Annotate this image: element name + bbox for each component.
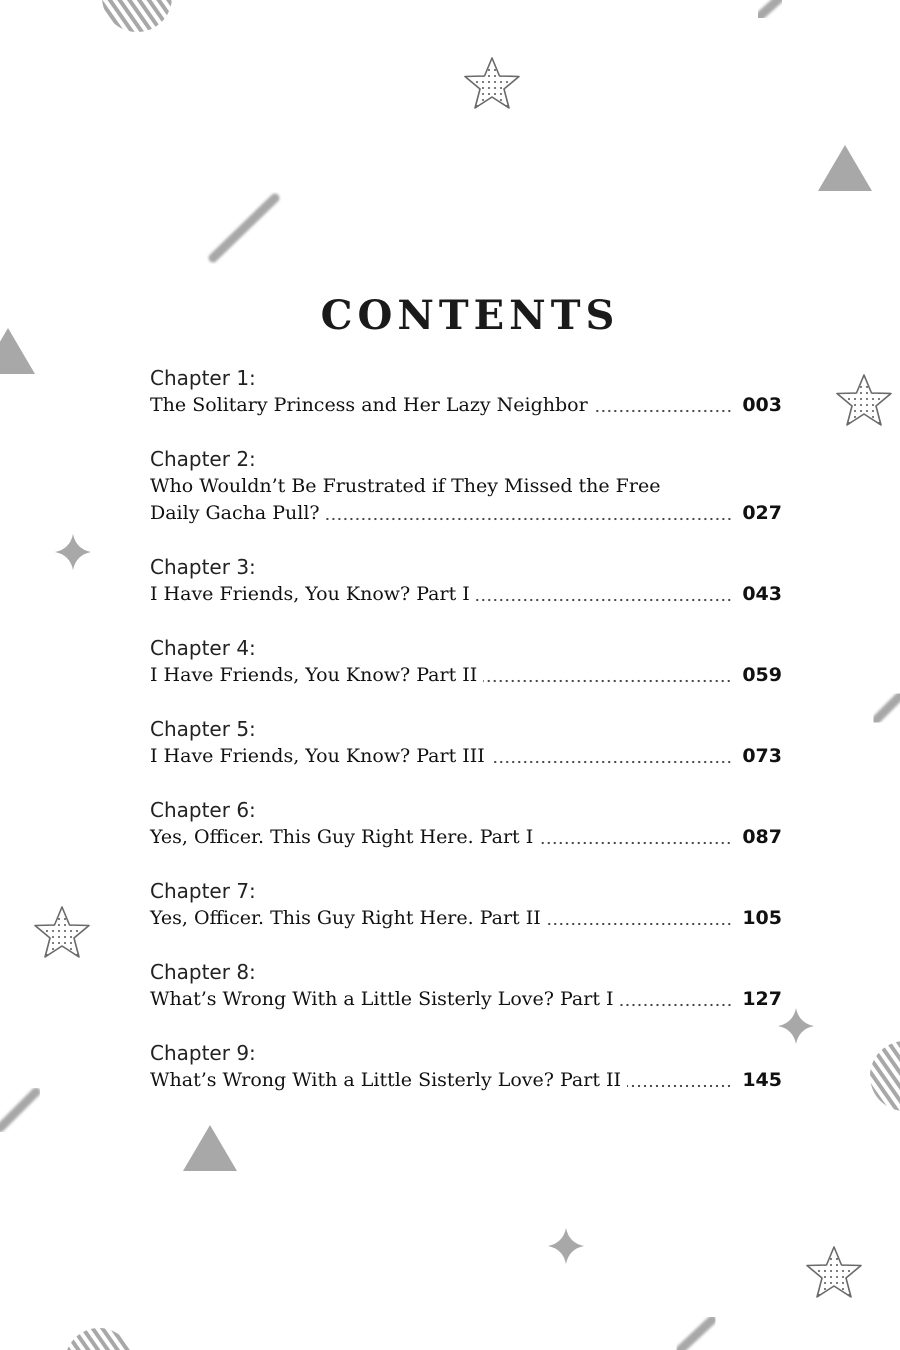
table-of-contents bbox=[150, 364, 782, 1120]
chapter-title-row bbox=[150, 581, 782, 608]
slash-stroke-icon bbox=[876, 696, 900, 720]
page-number: 073 bbox=[742, 745, 782, 767]
triangle-icon bbox=[183, 1125, 237, 1171]
chapter-label: Chapter 5: bbox=[150, 717, 256, 741]
toc-entry bbox=[150, 364, 782, 445]
chapter-title-row bbox=[150, 905, 782, 932]
toc-entry bbox=[150, 877, 782, 958]
dot-leader bbox=[491, 759, 732, 765]
toc-entry bbox=[150, 1039, 782, 1120]
slash-stroke-icon bbox=[760, 0, 780, 16]
dot-leader bbox=[326, 516, 732, 522]
dotted-star-icon bbox=[465, 58, 519, 108]
toc-entry bbox=[150, 715, 782, 796]
chapter-title-row bbox=[150, 743, 782, 770]
striped-circle-icon bbox=[870, 1041, 900, 1111]
sparkle-icon bbox=[548, 1228, 584, 1264]
chapter-title-row bbox=[150, 824, 782, 851]
dot-leader bbox=[539, 840, 732, 846]
slash-stroke-icon bbox=[213, 198, 275, 258]
sparkle-icon bbox=[778, 1008, 814, 1044]
chapter-label: Chapter 4: bbox=[150, 636, 256, 660]
dot-leader bbox=[483, 678, 732, 684]
chapter-title-line: Who Wouldn’t Be Frustrated if They Missed the Free bbox=[150, 475, 661, 497]
chapter-label: Chapter 1: bbox=[150, 366, 256, 390]
page-number: 059 bbox=[742, 664, 782, 686]
dotted-star-icon bbox=[837, 375, 891, 425]
chapter-title-row bbox=[150, 1067, 782, 1094]
page-number: 003 bbox=[742, 394, 782, 416]
striped-circle-icon bbox=[102, 0, 172, 32]
dotted-star-icon bbox=[35, 907, 89, 957]
chapter-title: I Have Friends, You Know? Part III bbox=[150, 745, 485, 767]
toc-entry bbox=[150, 553, 782, 634]
dot-leader bbox=[594, 408, 732, 414]
page-number: 043 bbox=[742, 583, 782, 605]
chapter-label: Chapter 2: bbox=[150, 447, 256, 471]
toc-entry bbox=[150, 796, 782, 877]
chapter-title: I Have Friends, You Know? Part I bbox=[150, 583, 470, 605]
chapter-label: Chapter 6: bbox=[150, 798, 256, 822]
slash-stroke-icon bbox=[0, 1092, 36, 1128]
chapter-title: What’s Wrong With a Little Sisterly Love? Part I bbox=[150, 988, 614, 1010]
dot-leader bbox=[476, 597, 732, 603]
toc-entry bbox=[150, 634, 782, 715]
chapter-label: Chapter 7: bbox=[150, 879, 256, 903]
sparkle-icon bbox=[55, 534, 91, 570]
chapter-label: Chapter 9: bbox=[150, 1041, 256, 1065]
page-number: 127 bbox=[742, 988, 782, 1010]
striped-circle-icon bbox=[65, 1328, 133, 1350]
chapter-title: I Have Friends, You Know? Part II bbox=[150, 664, 478, 686]
chapter-title-row bbox=[150, 662, 782, 689]
chapter-title: Daily Gacha Pull? bbox=[150, 502, 320, 524]
page-number: 027 bbox=[742, 502, 782, 524]
chapter-title: Yes, Officer. This Guy Right Here. Part II bbox=[150, 907, 541, 929]
chapter-title: The Solitary Princess and Her Lazy Neighbor bbox=[150, 394, 588, 416]
dot-leader bbox=[620, 1002, 732, 1008]
chapter-title-row bbox=[150, 500, 782, 527]
toc-entry bbox=[150, 958, 782, 1039]
triangle-icon bbox=[818, 145, 872, 191]
page-number: 087 bbox=[742, 826, 782, 848]
dot-leader bbox=[547, 921, 732, 927]
dot-leader bbox=[627, 1083, 732, 1089]
toc-entry bbox=[150, 445, 782, 553]
chapter-title-row bbox=[150, 392, 782, 419]
chapter-title: What’s Wrong With a Little Sisterly Love? Part II bbox=[150, 1069, 622, 1091]
chapter-title-row bbox=[150, 986, 782, 1013]
dotted-star-icon bbox=[807, 1247, 861, 1297]
page-title: CONTENTS bbox=[320, 292, 620, 339]
slash-stroke-icon bbox=[680, 1320, 712, 1350]
page-number: 145 bbox=[742, 1069, 782, 1091]
chapter-title: Yes, Officer. This Guy Right Here. Part I bbox=[150, 826, 534, 848]
chapter-label: Chapter 3: bbox=[150, 555, 256, 579]
chapter-label: Chapter 8: bbox=[150, 960, 256, 984]
page-number: 105 bbox=[742, 907, 782, 929]
